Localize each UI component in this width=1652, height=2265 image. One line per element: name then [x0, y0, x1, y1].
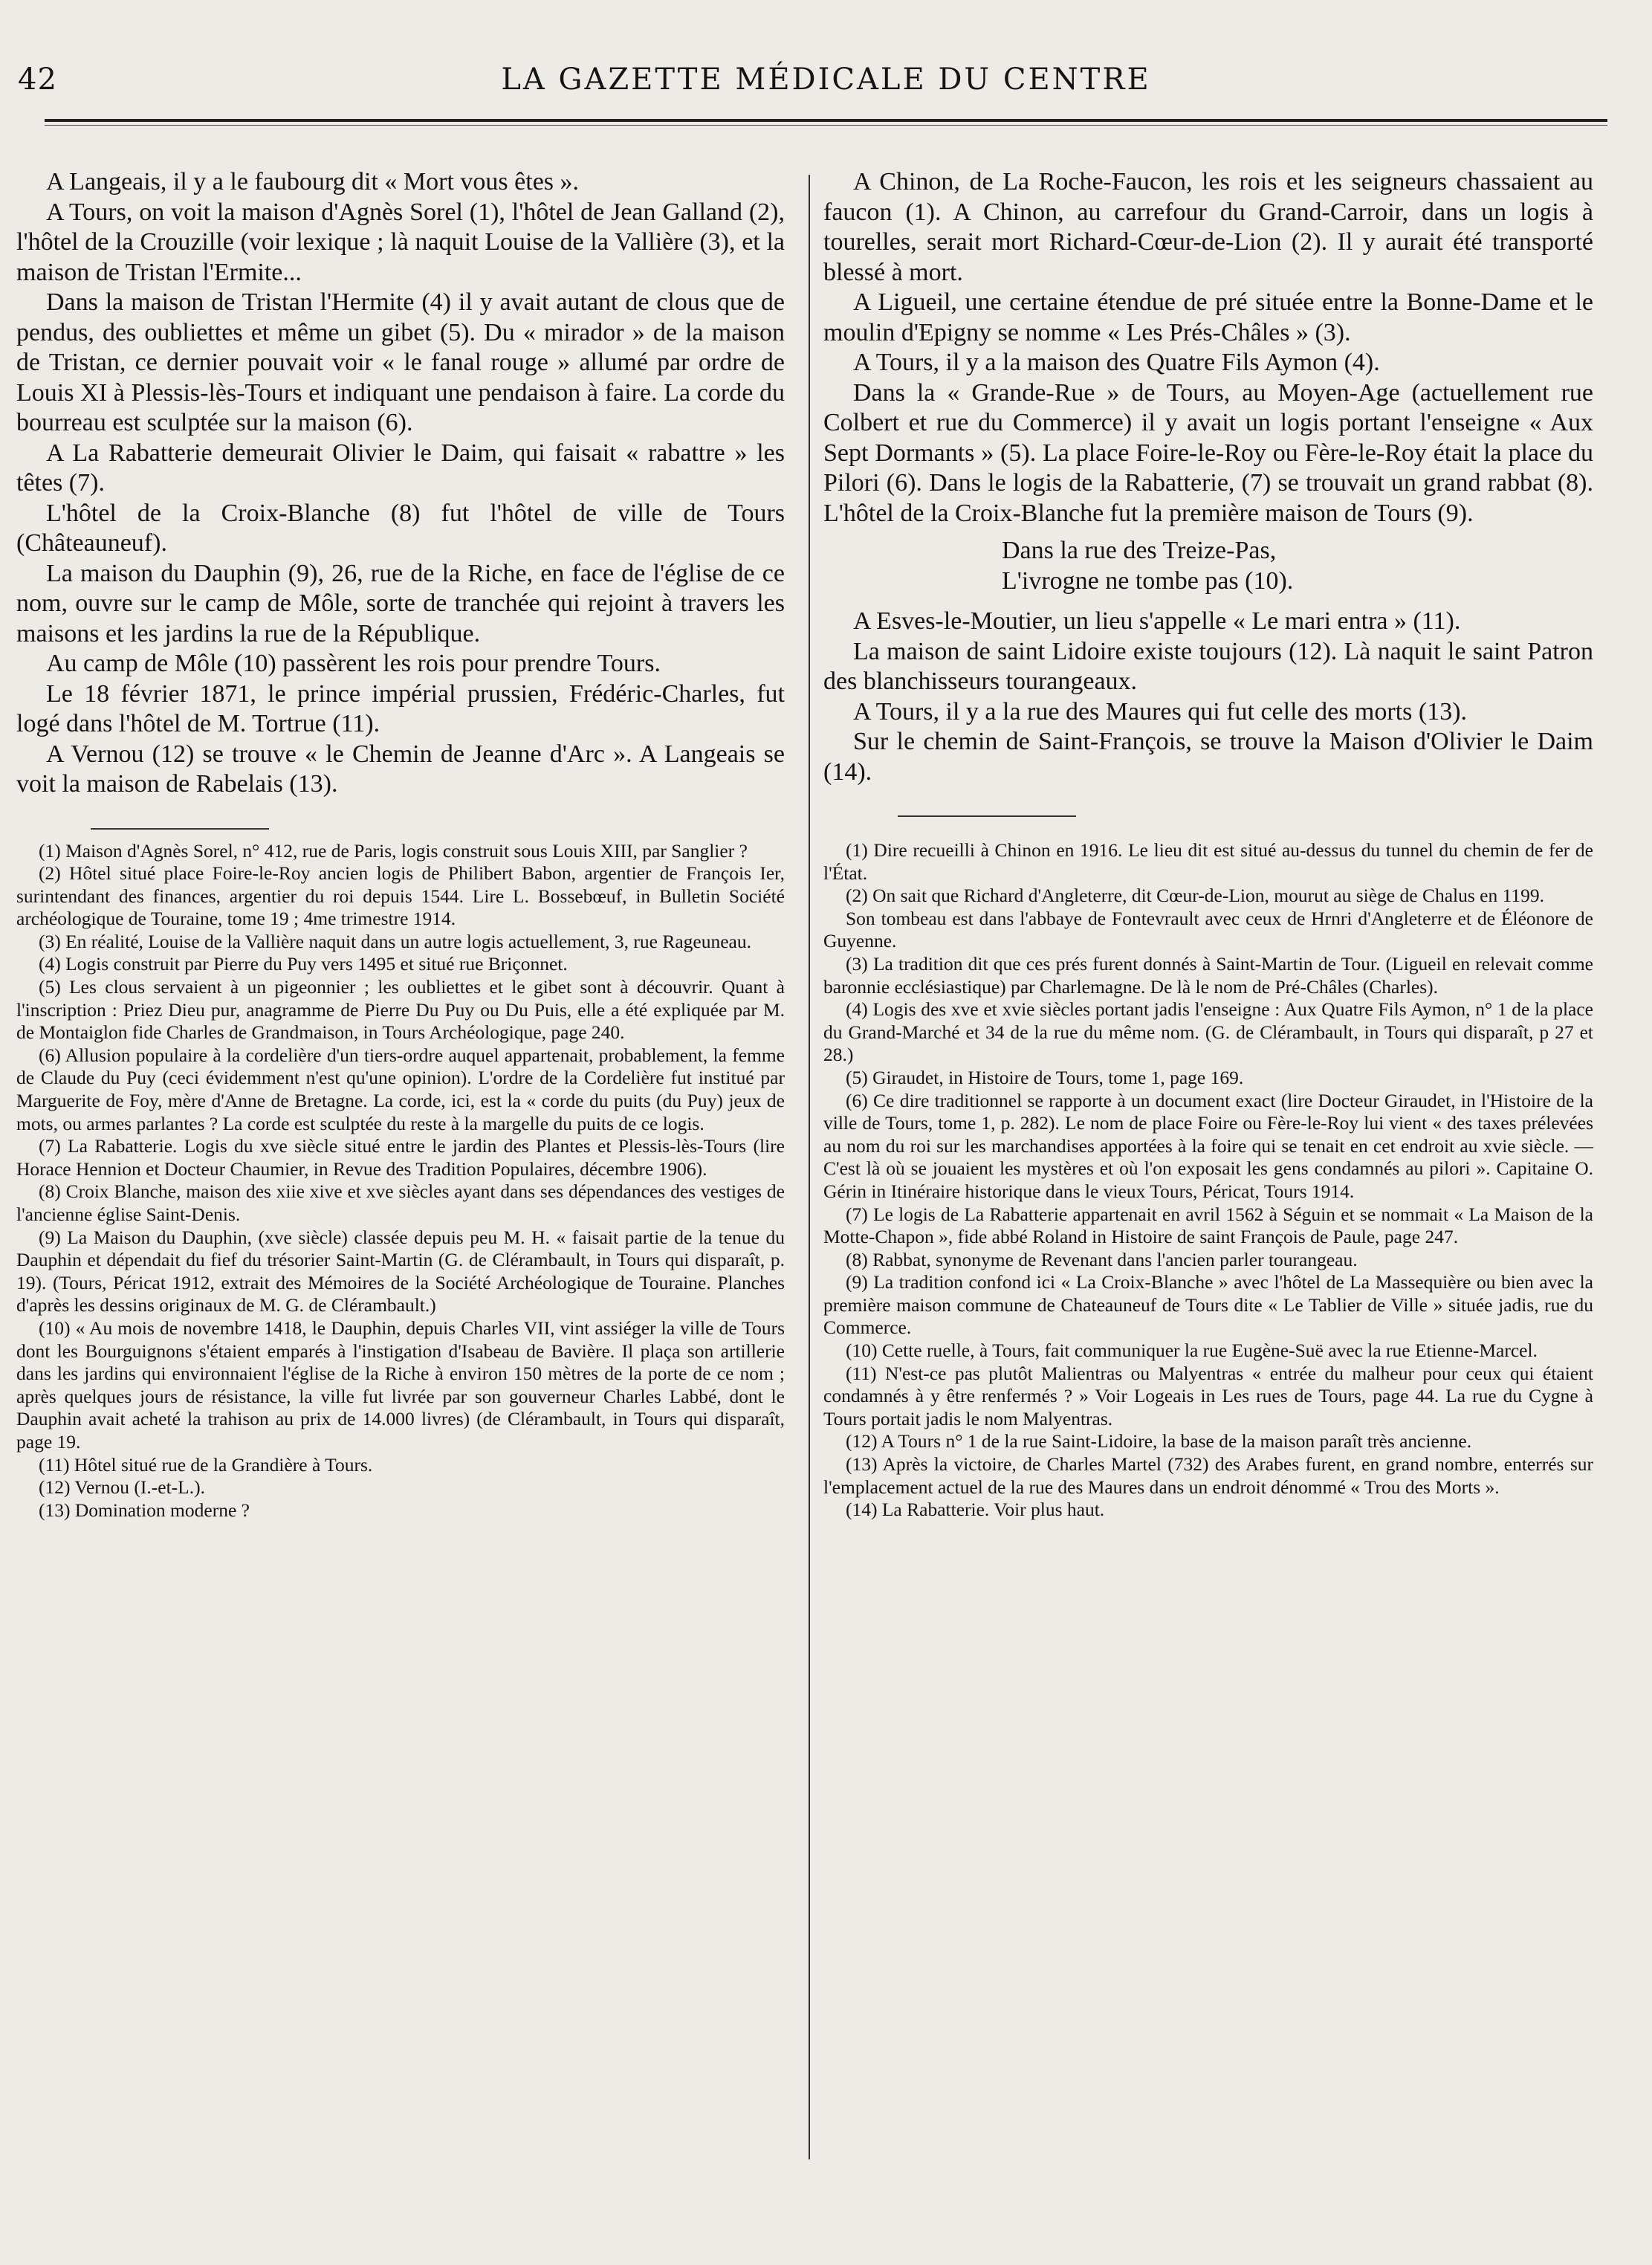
page-number: 42	[18, 62, 57, 97]
paragraph: Au camp de Môle (10) passèrent les rois pour prendre Tours.	[46, 650, 661, 677]
paragraph: Dans la « Grande-Rue » de Tours, au Moyen-Age (actuellement rue Colbert et rue du Commerce) il y avait un logis portant l'enseigne « Aux Sept Dormants » (5). La place Foire-le-Roy ou Fère-le-Roy était la place du Pilori (6). Dans le logis de la Rabatterie, (7) se trouvait un grand rabbat (8). L'hôtel de la Croix-Blanche fut la première maison de Tours (9).	[823, 378, 1593, 527]
paragraph: A Langeais, il y a le faubourg dit « Mort vous êtes ».	[46, 168, 580, 196]
footnote: (1) Dire recueilli à Chinon en 1916. Le lieu dit est situé au-dessus du tunnel du chemin de fer de l'État.	[823, 839, 1593, 884]
paragraph: A La Rabatterie demeurait Olivier le Daim, qui faisait « rabattre » les têtes (7).	[16, 439, 785, 497]
footnote: (11) N'est-ce pas plutôt Malientras ou Malyentras « entrée du malheur pour ceux qui étaient condamnés à y être renfermés ? » Voir Logeais in Les rues de Tours, page 44. La rue du Cygne à Tours portait jadis le nom Malyentras.	[823, 1362, 1593, 1429]
paragraph: La maison du Dauphin (9), 26, rue de la Riche, en face de l'église de ce nom, ouvre sur le camp de Môle, sorte de tranchée qui rejoint à travers les maisons et les jardins la rue de la République.	[16, 559, 785, 647]
right-column	[823, 167, 1593, 1522]
right-footnotes	[823, 839, 1593, 1522]
footnote: (3) En réalité, Louise de la Vallière naquit dans un autre logis actuellement, 3, rue Rageuneau.	[39, 930, 751, 952]
footnote: Son tombeau est dans l'abbaye de Fontevrault avec ceux de Hrnri d'Angleterre et de Éléonore de Guyenne.	[823, 907, 1593, 952]
footnote: (9) La tradition confond ici « La Croix-Blanche » avec l'hôtel de La Massequière ou bien avec la première maison commune de Chateauneuf de Tours dite « Le Tablier de Ville » située jadis, rue du Commerce.	[823, 1271, 1593, 1339]
footnote: (12) A Tours n° 1 de la rue Saint-Lidoire, la base de la maison paraît très ancienne.	[846, 1430, 1472, 1453]
paragraph: Sur le chemin de Saint-François, se trouve la Maison d'Olivier le Daim (14).	[823, 728, 1593, 786]
footnote: (2) On sait que Richard d'Angleterre, dit Cœur-de-Lion, mourut au siège de Chalus en 1199.	[846, 885, 1545, 907]
footnote: (2) Hôtel situé place Foire-le-Roy ancien logis de Philibert Babon, argentier de François Ier, surintendant des finances, argentier du roi depuis 1544. Lire L. Bossebœuf, in Bulletin Société archéologique de Touraine, tome 19 ; 4me trimestre 1914.	[16, 862, 785, 930]
paragraph: A Ligueil, une certaine étendue de pré située entre la Bonne-Dame et le moulin d'Epigny se nomme « Les Prés-Châles » (3).	[823, 288, 1593, 346]
paragraph: A Tours, il y a la maison des Quatre Fils Aymon (4).	[853, 349, 1380, 376]
paragraph: Dans la maison de Tristan l'Hermite (4) il y avait autant de clous que de pendus, des oubliettes et même un gibet (5). Du « mirador » de la maison de Tristan, ce dernier pouvait voir « le fanal rouge » allumé par ordre de Louis XI à Plessis-lès-Tours et indiquant une pendaison à faire. La corde du bourreau est sculptée sur la maison (6).	[16, 288, 785, 436]
verse	[823, 536, 1593, 596]
footnote: (4) Logis des xve et xvie siècles portant jadis l'enseigne : Aux Quatre Fils Aymon, n° 1 de la place du Grand-Marché et 34 de la rue du même nom. (G. de Clérambault, in Tours qui disparaît, p 27 et 28.)	[823, 998, 1593, 1066]
footnote: (8) Rabbat, synonyme de Revenant dans l'ancien parler tourangeau.	[846, 1248, 1358, 1270]
footnote: (9) La Maison du Dauphin, (xve siècle) classée depuis peu M. H. « faisait partie de la tenue du Dauphin et dépendait du fief du trésorier Saint-Martin (G. de Clérambault, in Tours qui disparaît, p. 19). (Tours, Péricat 1912, extrait des Mémoires de la Société Archéologique de Touraine. Planches d'après les dessins originaux de M. G. de Clérambault.)	[16, 1226, 785, 1316]
paragraph: A Chinon, de La Roche-Faucon, les rois et les seigneurs chassaient au faucon (1). A Chinon, au carrefour du Grand-Carroir, dans un logis à tourelles, serait mort Richard-Cœur-de-Lion (2). Il y aurait été transporté blessé à mort.	[823, 168, 1593, 286]
left-footnotes	[16, 840, 785, 1522]
journal-title: LA GAZETTE MÉDICALE DU CENTRE	[501, 62, 1151, 97]
paragraph: Le 18 février 1871, le prince impérial prussien, Frédéric-Charles, fut logé dans l'hôtel de M. Tortrue (11).	[16, 679, 785, 737]
column-divider	[809, 175, 810, 2159]
footnote: (7) La Rabatterie. Logis du xve siècle situé entre le jardin des Plantes et Plessis-lès-Tours (lire Horace Hennion et Docteur Chaumier, in Revue des Tradition Populaires, décembre 1906).	[16, 1135, 785, 1180]
paragraph: A Esves-le-Moutier, un lieu s'appelle « Le mari entra » (11).	[853, 607, 1461, 635]
footnote: (1) Maison d'Agnès Sorel, n° 412, rue de Paris, logis construit sous Louis XIII, par Sanglier ?	[39, 839, 748, 862]
left-body-text	[16, 167, 785, 800]
footnote: (5) Les clous servaient à un pigeonnier ; les oubliettes et le gibet sont à découvrir. Quant à l'inscription : Priez Dieu pur, anagramme de Pierre Du Puy ou Du Puis, elle a été expliquée par M. de Montaiglon fide Charles de Grandmaison, in Tours Archéologique, page 240.	[16, 976, 785, 1044]
footnote: (8) Croix Blanche, maison des xiie xive et xve siècles ayant dans ses dépendances des vestiges de l'ancienne église Saint-Denis.	[16, 1180, 785, 1225]
footnote: (6) Ce dire traditionnel se rapporte à un document exact (lire Docteur Giraudet, in l'Histoire de la ville de Tours, tome 1, p. 282). Le nom de place Foire ou Fère-le-Roy lui vient « des taxes prélevées au nom du roi sur les marchandises apportées à la foire qui se tenait en cet endroit au xvie siècle. — C'est là où se jouaient les mystères et où l'on exposait les gens condamnés au pilori ». Capitaine O. Gérin in Itinéraire historique dans le vieux Tours, Péricat, Tours 1914.	[823, 1089, 1593, 1202]
footnote: (12) Vernou (I.-et-L.).	[39, 1476, 205, 1499]
footnote: (13) Domination moderne ?	[39, 1499, 250, 1521]
footnote: (10) Cette ruelle, à Tours, fait communiquer la rue Eugène-Suë avec la rue Etienne-Marcel.	[846, 1340, 1538, 1362]
paragraph: L'hôtel de la Croix-Blanche (8) fut l'hôtel de ville de Tours (Châteauneuf).	[16, 499, 785, 557]
footnote: (11) Hôtel situé rue de la Grandière à Tours.	[39, 1453, 373, 1476]
verse-line: L'ivrogne ne tombe pas (10).	[1002, 566, 1294, 595]
footnote: (14) La Rabatterie. Voir plus haut.	[846, 1499, 1105, 1521]
footnote: (13) Après la victoire, de Charles Martel (732) des Arabes furent, en grand nombre, enterrés sur l'emplacement actuel de la rue des Maures dans un endroit dénommé « Trou des Morts ».	[823, 1453, 1593, 1498]
right-body-text-continued	[823, 607, 1593, 787]
left-column	[16, 167, 785, 1522]
footnote: (6) Allusion populaire à la cordelière d'un tiers-ordre auquel appartenait, probablement, la femme de Claude du Puy (ceci évidemment n'est qu'une opinion). L'ordre de la Cordelière fut institué par Marguerite de Foy, mère d'Anne de Bretagne. La corde, ici, est la « corde du puits (du Puy) jeux de mots, ou armes parlantes ? La corde est sculptée du reste à la margelle du puits de ce logis.	[16, 1044, 785, 1134]
footnote: (10) « Au mois de novembre 1418, le Dauphin, depuis Charles VII, vint assiéger la ville de Tours dont les Bourguignons s'étaient emparés à l'instigation d'Isabeau de Bavière. Il plaça son artillerie dans les jardins qui environnaient l'église de la Riche à environ 150 mètres de la porte de ce nom ; après quelques jours de résistance, la ville fut livrée par son gouverneur Charles Labbé, dont le Dauphin avait acheté la trahison au prix de 14.000 livres) (de Clérambault, in Tours qui disparaît, page 19.	[16, 1316, 785, 1453]
paragraph: A Vernou (12) se trouve « le Chemin de Jeanne d'Arc ». A Langeais se voit la maison de Rabelais (13).	[16, 740, 785, 798]
header-rule-thin	[45, 125, 1607, 126]
right-body-text	[823, 167, 1593, 529]
footnote: (5) Giraudet, in Histoire de Tours, tome 1, page 169.	[846, 1066, 1244, 1088]
paragraph: La maison de saint Lidoire existe toujours (12). Là naquit le saint Patron des blanchisseurs tourangeaux.	[823, 637, 1593, 695]
footnote: (3) La tradition dit que ces prés furent donnés à Saint-Martin de Tour. (Ligueil en relevait comme baronnie ecclésiastique) par Charlemagne. De là le nom de Pré-Châles (Charles).	[823, 952, 1593, 998]
header-rule	[45, 119, 1607, 122]
paragraph: A Tours, il y a la rue des Maures qui fut celle des morts (13).	[853, 697, 1468, 726]
footnote: (4) Logis construit par Pierre du Puy vers 1495 et situé rue Briçonnet.	[39, 953, 568, 975]
page-header	[18, 62, 1634, 107]
verse-line: Dans la rue des Treize-Pas,	[1002, 537, 1277, 564]
paragraph: A Tours, on voit la maison d'Agnès Sorel (1), l'hôtel de Jean Galland (2), l'hôtel de la Crouzille (voir lexique ; là naquit Louise de la Vallière (3), et la maison de Tristan l'Ermite...	[16, 198, 785, 286]
footnote: (7) Le logis de La Rabatterie appartenait en avril 1562 à Séguin et se nommait « La Maison de la Motte-Chapon », fide abbé Roland in Histoire de saint François de Paule, page 247.	[823, 1203, 1593, 1248]
